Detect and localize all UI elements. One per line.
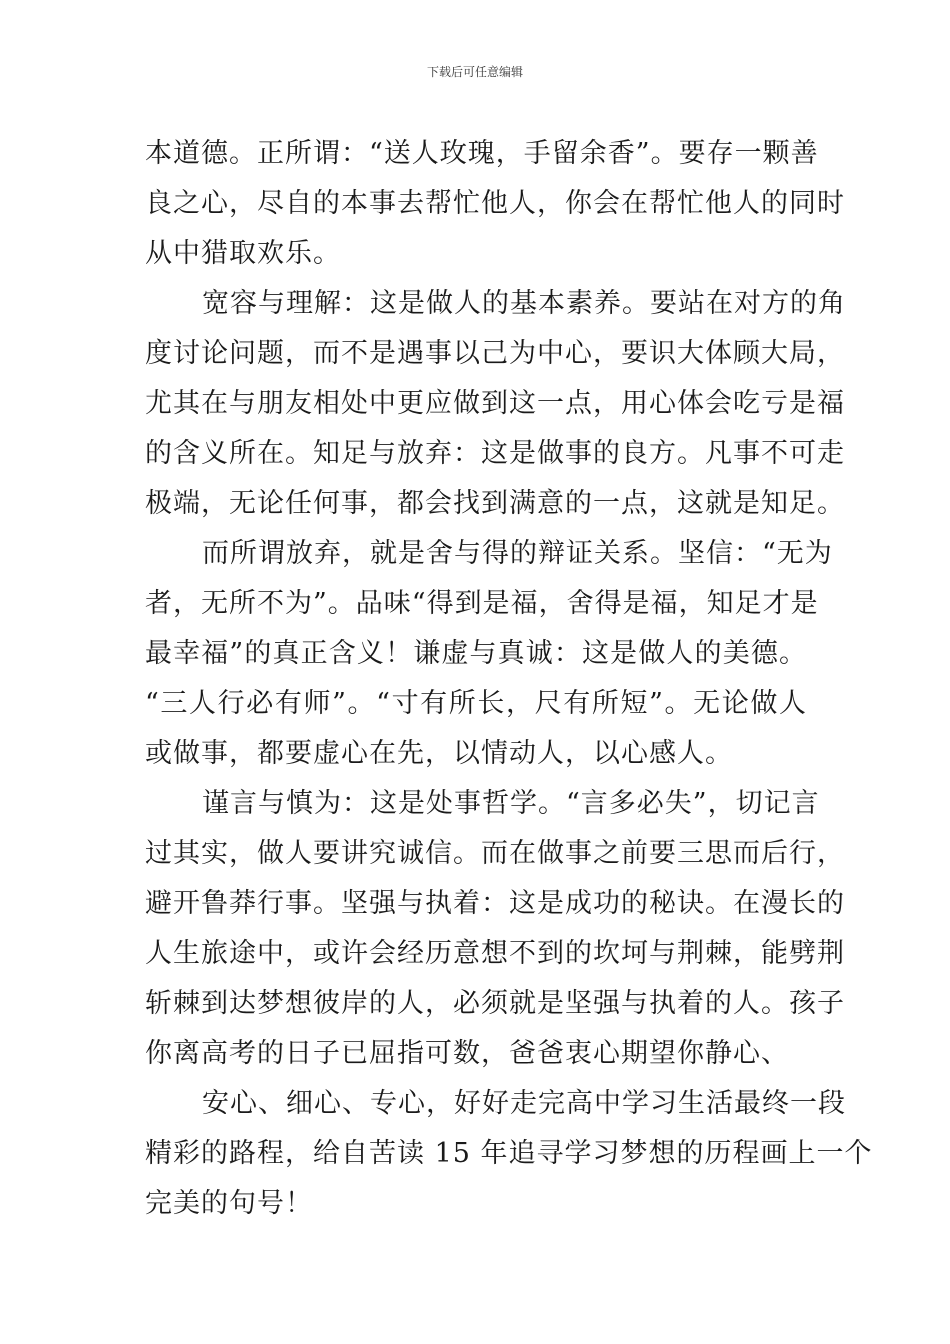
text-line: 精彩的路程，给自苦读 15 年追寻学习梦想的历程画上一个 xyxy=(145,1138,873,1169)
text-line: 过其实，做人要讲究诚信。而在做事之前要三思而后行， xyxy=(145,838,845,869)
text-line: 度讨论问题，而不是遇事以己为中心，要识大体顾大局， xyxy=(145,338,845,369)
document-body xyxy=(145,129,873,1229)
text-line: 完美的句号！ xyxy=(145,1188,313,1219)
text-line: 本道德。正所谓：“送人玫瑰，手留余香”。要存一颗善 xyxy=(145,138,819,169)
text-line: 最幸福”的真正含义！谦虚与真诚：这是做人的美德。 xyxy=(145,638,807,669)
paragraph-start-line: 谨言与慎为：这是处事哲学。“言多必失”，切记言 xyxy=(202,788,820,819)
text-line: 你离高考的日子已屈指可数，爸爸衷心期望你静心、 xyxy=(145,1038,789,1069)
text-line: 者，无所不为”。品味“得到是福，舍得是福，知足才是 xyxy=(145,588,819,619)
text-line: 斩棘到达梦想彼岸的人，必须就是坚强与执着的人。孩子 xyxy=(145,988,845,1019)
text-line: “三人行必有师”。“寸有所长，尺有所短”。无论做人 xyxy=(145,688,807,719)
paragraph-start-line: 宽容与理解：这是做人的基本素养。要站在对方的角 xyxy=(202,288,846,319)
text-line: 良之心，尽自的本事去帮忙他人，你会在帮忙他人的同时 xyxy=(145,188,845,219)
text-line: 或做事，都要虚心在先，以情动人，以心感人。 xyxy=(145,738,733,769)
text-line: 从中猎取欢乐。 xyxy=(145,238,341,269)
page-header: 下载后可任意编辑 xyxy=(426,65,523,79)
paragraph-start-line: 安心、细心、专心，好好走完高中学习生活最终一段 xyxy=(202,1088,846,1119)
text-line: 的含义所在。知足与放弃：这是做事的良方。凡事不可走 xyxy=(145,438,845,469)
paragraph-start-line: 而所谓放弃，就是舍与得的辩证关系。坚信：“无为 xyxy=(202,538,833,569)
text-line: 尤其在与朋友相处中更应做到这一点，用心体会吃亏是福 xyxy=(145,388,845,419)
text-line: 避开鲁莽行事。坚强与执着：这是成功的秘诀。在漫长的 xyxy=(145,888,845,919)
text-line: 极端，无论任何事，都会找到满意的一点，这就是知足。 xyxy=(145,488,845,519)
text-line: 人生旅途中，或许会经历意想不到的坎坷与荆棘，能劈荆 xyxy=(145,938,845,969)
